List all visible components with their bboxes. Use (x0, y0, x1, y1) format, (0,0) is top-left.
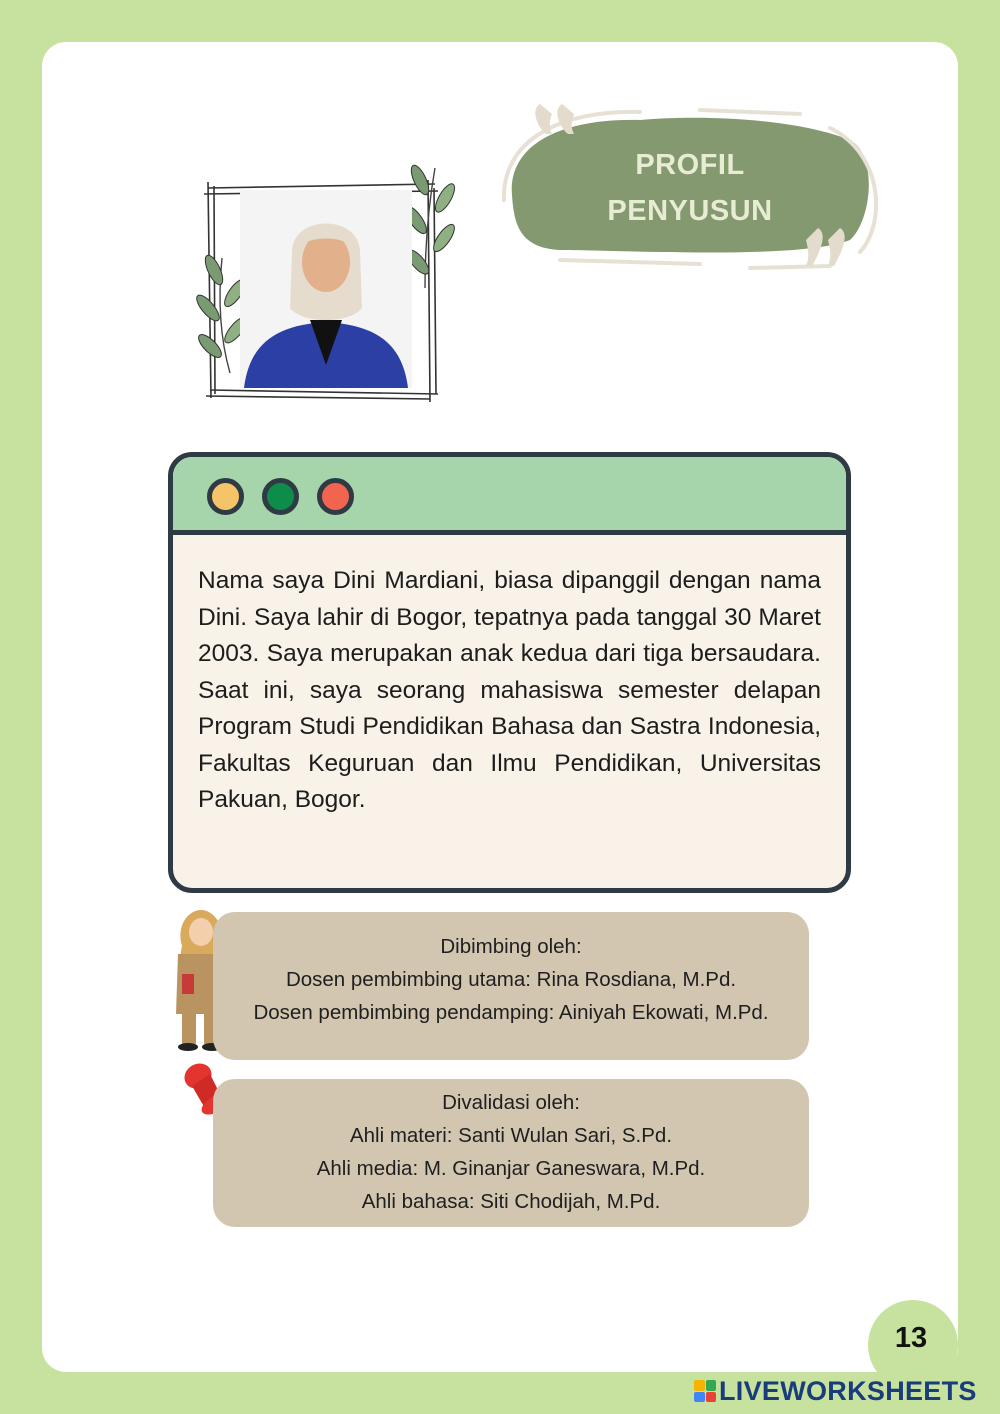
supervisors-box (213, 912, 809, 1060)
title-banner (500, 100, 890, 275)
liveworksheets-logo-icon (694, 1380, 716, 1402)
validators-heading: Divalidasi oleh: (442, 1091, 580, 1114)
page-title (560, 142, 820, 234)
profile-photo-frame (180, 158, 460, 408)
green-dot-icon (262, 478, 299, 515)
profile-window-card (168, 452, 851, 893)
author-photo (240, 190, 412, 388)
supervisor-main: Dosen pembimbing utama: Rina Rosdiana, M.Pd. (285, 968, 737, 991)
title-line-2: PENYUSUN (607, 195, 773, 227)
validator-language: Ahli bahasa: Siti Chodijah, M.Pd. (361, 1190, 661, 1213)
liveworksheets-logo[interactable] (694, 1376, 977, 1406)
profile-text: Nama saya Dini Mardiani, biasa dipanggil dengan nama Dini. Saya lahir di Bogor, tepatnya pada tanggal 30 Maret 2003. Saya merupakan anak kedua dari tiga bersaudara. Saat ini, saya seorang mahasiswa semester delapan Program Studi Pendidikan Bahasa dan Sastra Indonesia, Fakultas Keguruan dan Ilmu Pendidikan, Universitas Pakuan, Bogor. (198, 567, 821, 813)
supervisors-heading: Dibimbing oleh: (440, 935, 582, 958)
brand-name: LIVEWORKSHEETS (719, 1375, 977, 1406)
page-number: 13 (894, 1322, 928, 1354)
quote-open-icon (535, 104, 574, 134)
title-line-1: PROFIL (635, 149, 745, 181)
supervisor-assistant: Dosen pembimbing pendamping: Ainiyah Ekowati, M.Pd. (253, 1001, 769, 1024)
yellow-dot-icon (207, 478, 244, 515)
validators-box (213, 1079, 809, 1227)
window-title-bar (173, 457, 846, 535)
validator-material: Ahli materi: Santi Wulan Sari, S.Pd. (349, 1124, 673, 1147)
red-dot-icon (317, 478, 354, 515)
validator-media: Ahli media: M. Ginanjar Ganeswara, M.Pd. (316, 1157, 706, 1180)
